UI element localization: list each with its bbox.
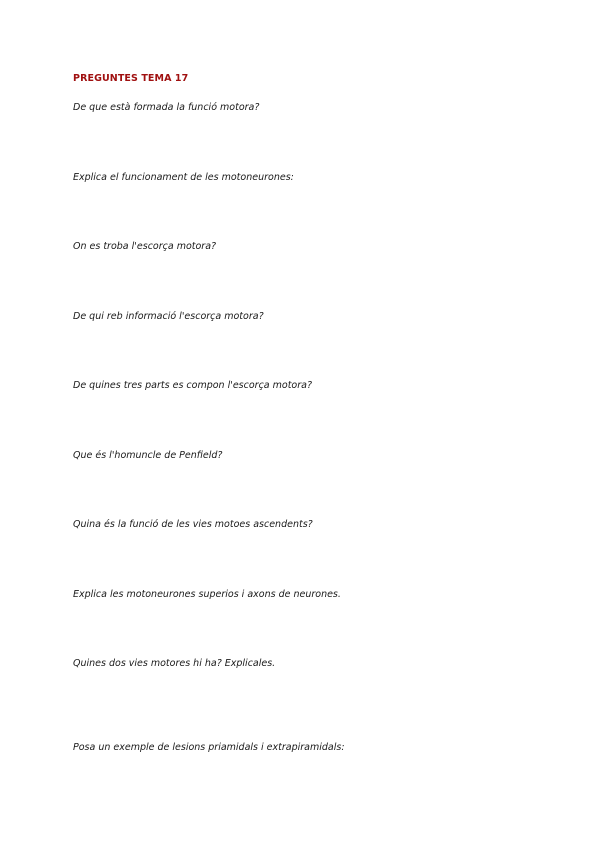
question-10: Posa un exemple de lesions priamidals i extrapiramidals:	[73, 742, 345, 753]
question-9: Quines dos vies motores hi ha? Explicales.	[73, 658, 276, 669]
question-8: Explica les motoneurones superios i axons de neurones.	[73, 589, 341, 600]
question-7: Quina és la funció de les vies motoes ascendents?	[73, 519, 313, 530]
question-2: Explica el funcionament de les motoneurones:	[73, 172, 294, 183]
question-6: Que és l'homuncle de Penfield?	[73, 450, 223, 461]
document-title: PREGUNTES TEMA 17	[73, 73, 189, 84]
question-4: De qui reb informació l'escorça motora?	[73, 311, 264, 322]
question-3: On es troba l'escorça motora?	[73, 241, 217, 252]
question-5: De quines tres parts es compon l'escorça motora?	[73, 380, 313, 391]
question-1: De que està formada la funció motora?	[73, 102, 260, 113]
